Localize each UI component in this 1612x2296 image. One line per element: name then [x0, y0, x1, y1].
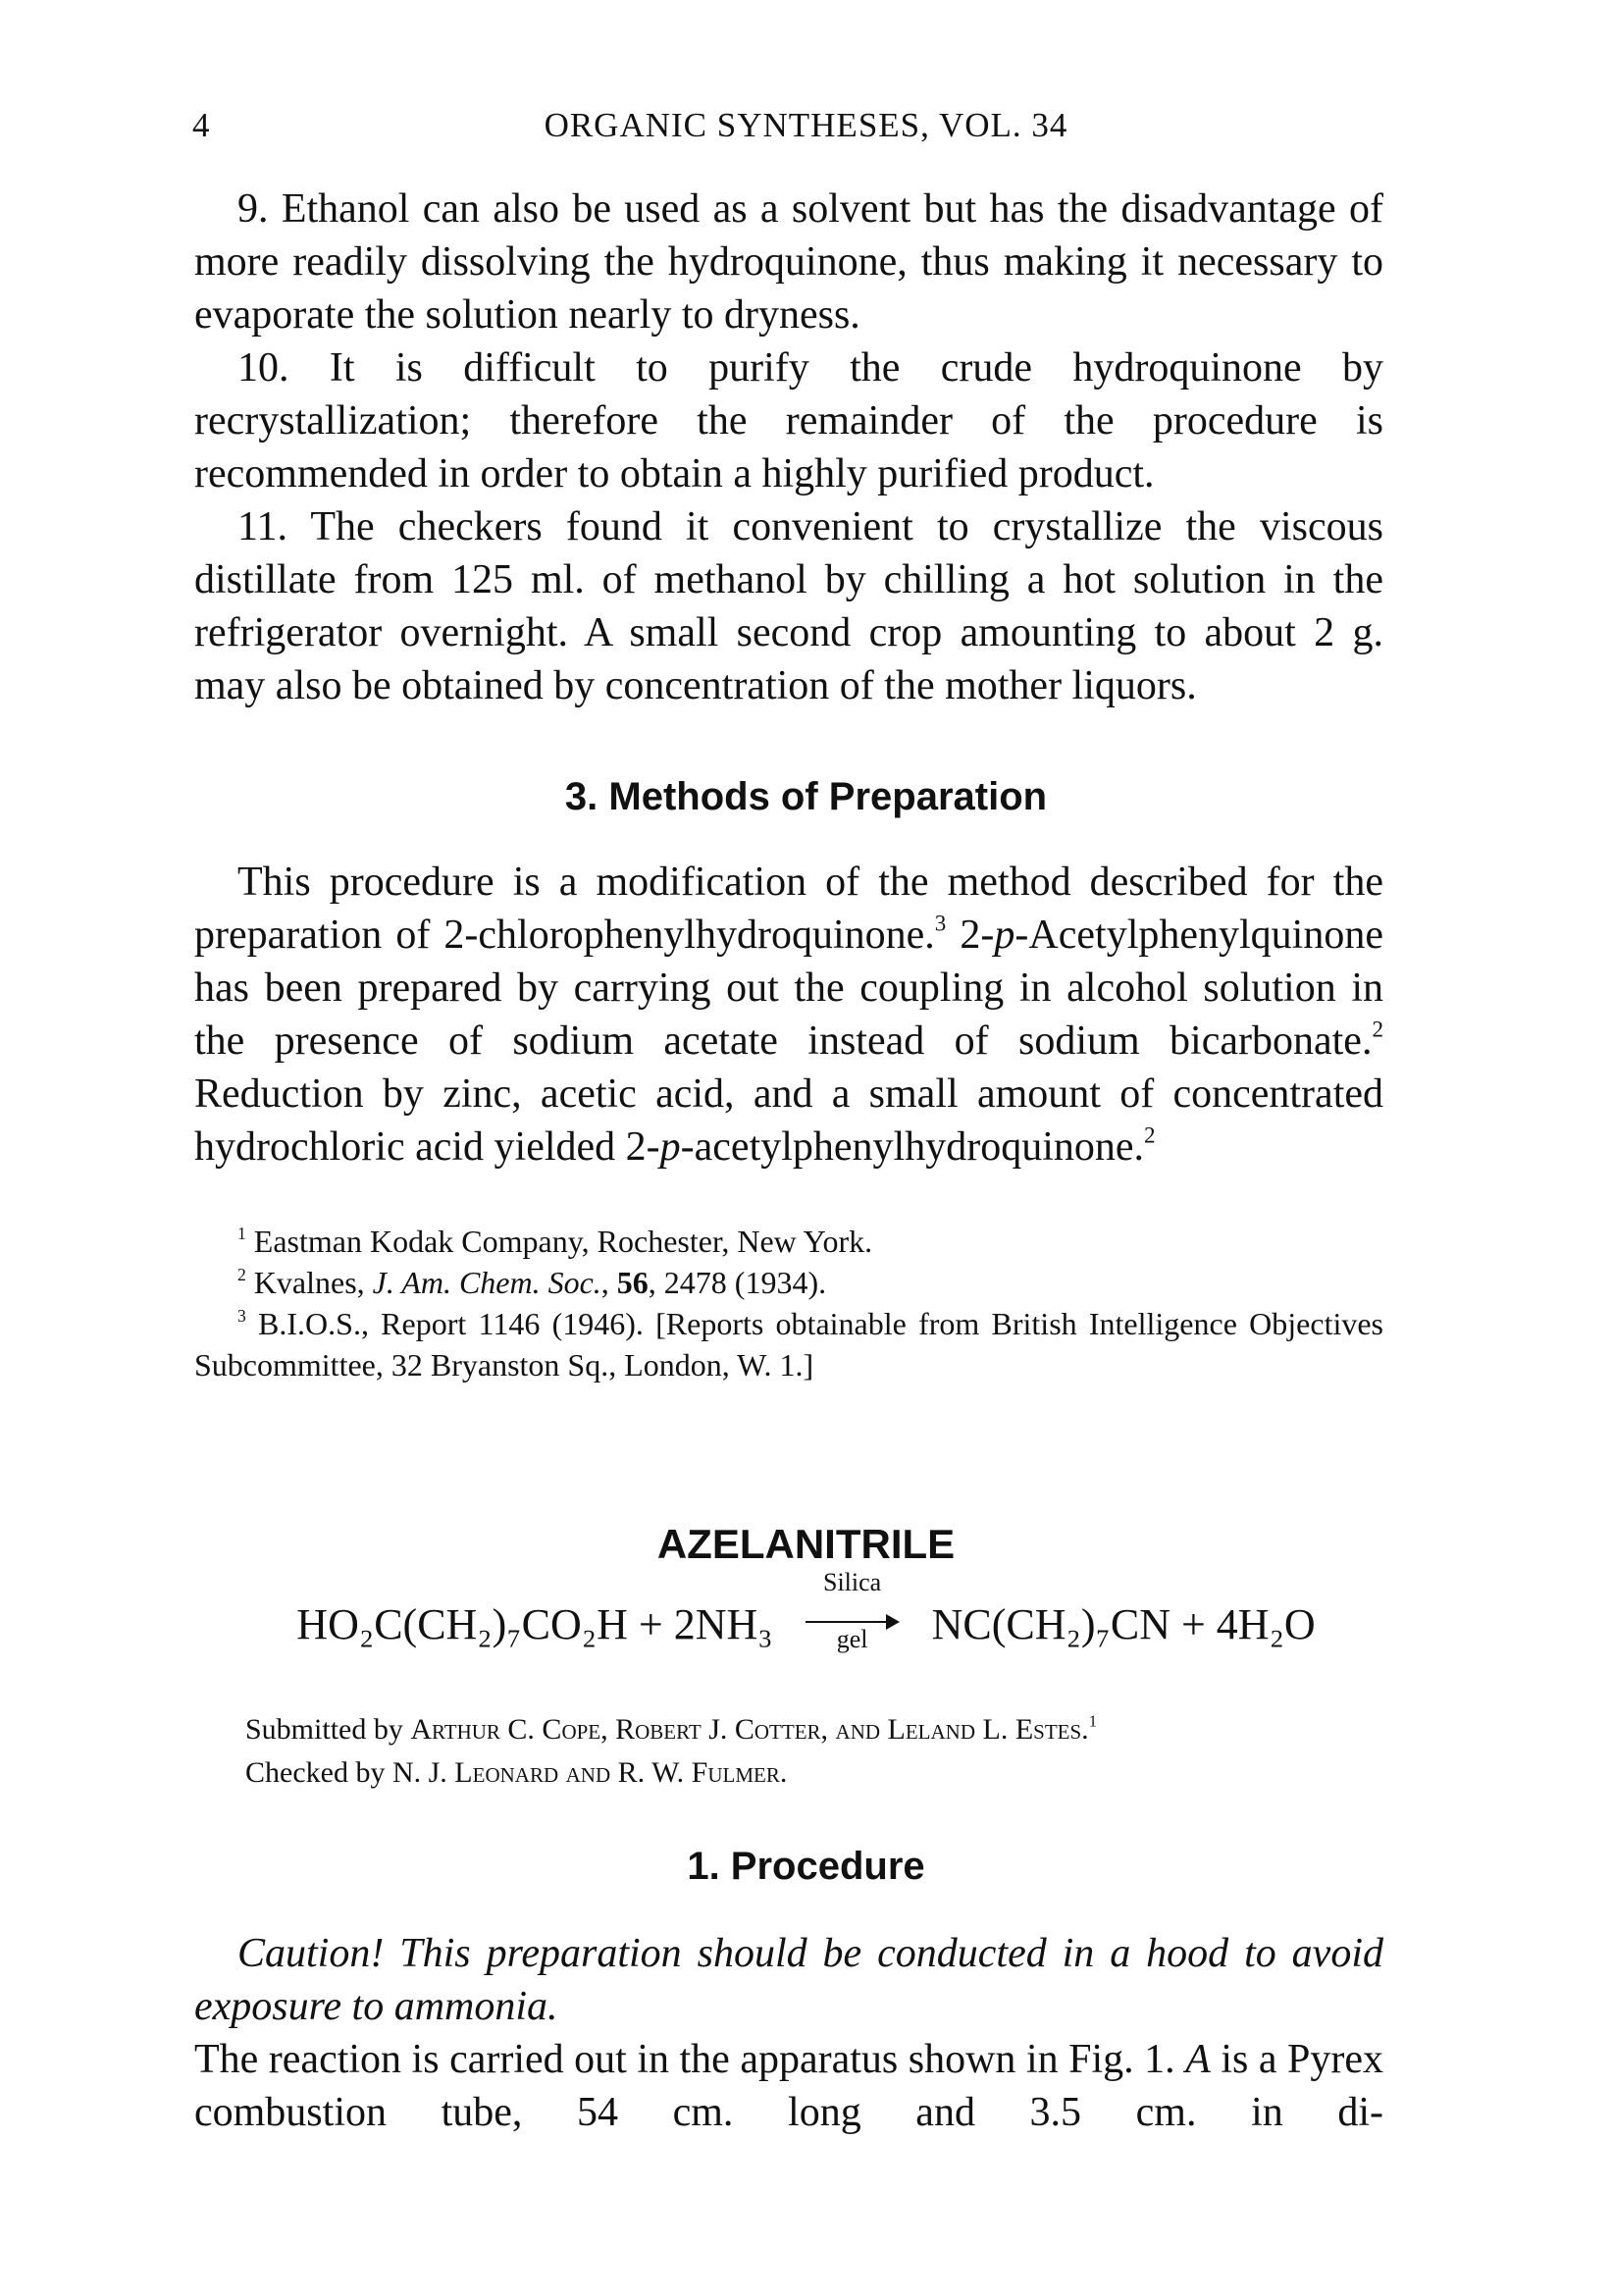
caution-body: This preparation should be conducted in a hood to avoid exposure to ammonia.: [194, 1931, 1383, 2029]
checked-by: [245, 1752, 787, 1794]
methods-ref-1: 3: [934, 910, 947, 936]
footnote-3-mark: 3: [237, 1305, 246, 1326]
footnote-1: [194, 1221, 1383, 1262]
submitted-prefix: Submitted by: [245, 1713, 411, 1746]
plus-sign-2: +: [1180, 1600, 1206, 1648]
footnote-2-journal: J. Am. Chem. Soc.: [372, 1265, 601, 1300]
note-10: 10. It is difficult to purify the crude hydroquinone by recrystallization; therefore the remainder of the procedure is recommended in order to obtain a highly purified product.: [194, 345, 1383, 496]
reaction-equation: [0, 1568, 1612, 1653]
procedure-label-a: A: [1185, 2037, 1211, 2082]
footnote-2-author: Kvalnes,: [245, 1265, 373, 1300]
procedure-paragraph: [194, 2033, 1383, 2139]
footnote-2-volume: 56: [616, 1265, 649, 1300]
methods-para-prefix-2: p: [659, 1124, 681, 1170]
footnote-2: [194, 1262, 1383, 1303]
methods-text-3: -Acetylphenylquinone has been prepared by carrying out the coupling in alcohol solution in the presence of sodium acetate instead of sodium bicarbonate.: [194, 913, 1383, 1064]
methods-ref-2: 2: [1372, 1016, 1383, 1042]
methods-text-2: 2-: [946, 913, 995, 958]
caution-text: [194, 1927, 1383, 2033]
submitted-names: Arthur C. Cope, Robert J. Cotter, and Leland L. Estes.: [410, 1713, 1089, 1746]
methods-text: [194, 856, 1383, 1174]
submitted-by: [245, 1709, 1097, 1750]
checked-prefix: Checked by: [245, 1756, 392, 1789]
footnote-3: [194, 1303, 1383, 1385]
reactant-1: HO₂C(CH₂)₇CO₂H: [296, 1600, 628, 1648]
arrow-line: [806, 1621, 890, 1623]
reaction-arrow: [806, 1568, 900, 1653]
reactant-2: 2NH₃: [673, 1600, 773, 1648]
methods-text-1: This procedure is a modification of the method described for the preparation of 2-chlorophenylhydroquinone.: [194, 860, 1383, 958]
catalyst-label-bottom: gel: [836, 1625, 868, 1653]
footnotes: [194, 1221, 1383, 1385]
checked-names: N. J. Leonard and R. W. Fulmer.: [391, 1756, 788, 1789]
methods-paragraph: [194, 856, 1383, 1174]
footnote-2-sep: ,: [600, 1265, 617, 1300]
page-number: 4: [192, 106, 211, 144]
azelanitrile-title: AZELANITRILE: [656, 1521, 956, 1567]
procedure-body-1: The reaction is carried out in the apparatus shown in Fig. 1.: [194, 2037, 1186, 2082]
methods-ref-3: 2: [1144, 1122, 1156, 1148]
footnote-1-text: Eastman Kodak Company, Rochester, New York.: [245, 1224, 873, 1259]
footnote-2-page: , 2478 (1934).: [648, 1265, 827, 1300]
procedure-body-2: is a Pyrex combustion tube, 54 cm. long and 3.5 cm. in di-: [194, 2037, 1383, 2135]
methods-text-4: Reduction by zinc, acetic acid, and a small amount of concentrated hydrochloric acid yielded 2-: [194, 1071, 1383, 1170]
running-title: ORGANIC SYNTHESES, VOL. 34: [544, 106, 1068, 144]
footnote-2-mark: 2: [237, 1264, 246, 1284]
note-9: 9. Ethanol can also be used as a solvent but has the disadvantage of more readily dissolving the hydroquinone, thus making it necessary to evaporate the solution nearly to dryness.: [194, 186, 1383, 338]
footnote-3-text: B.I.O.S., Report 1146 (1946). [Reports obtainable from British Intelligence Objectives Subcommittee, 32 Bryanston Sq., London, W. 1.]: [194, 1306, 1383, 1383]
submitted-ref: 1: [1088, 1711, 1097, 1731]
product-1: NC(CH₂)₇CN: [931, 1600, 1170, 1648]
procedure-text: [194, 2033, 1383, 2139]
plus-sign-1: +: [638, 1600, 663, 1648]
note-11: 11. The checkers found it convenient to crystallize the viscous distillate from 125 ml. of methanol by chilling a hot solution in the refrigerator overnight. A small second crop amounting to about 2 g. may also be obtained by concentration of the mother liquors.: [194, 504, 1383, 708]
caution-paragraph: [194, 1927, 1383, 2033]
catalyst-label-top: Silica: [823, 1568, 882, 1596]
methods-para-prefix-1: p: [994, 913, 1015, 958]
product-2: 4H₂O: [1216, 1600, 1316, 1648]
methods-heading: 3. Methods of Preparation: [564, 775, 1048, 818]
notes-block: [194, 183, 1383, 712]
footnote-1-mark: 1: [237, 1223, 246, 1243]
caution-word: Caution!: [237, 1931, 385, 1976]
procedure-heading: 1. Procedure: [687, 1845, 925, 1888]
methods-text-5: -acetylphenylhydroquinone.: [680, 1124, 1145, 1170]
